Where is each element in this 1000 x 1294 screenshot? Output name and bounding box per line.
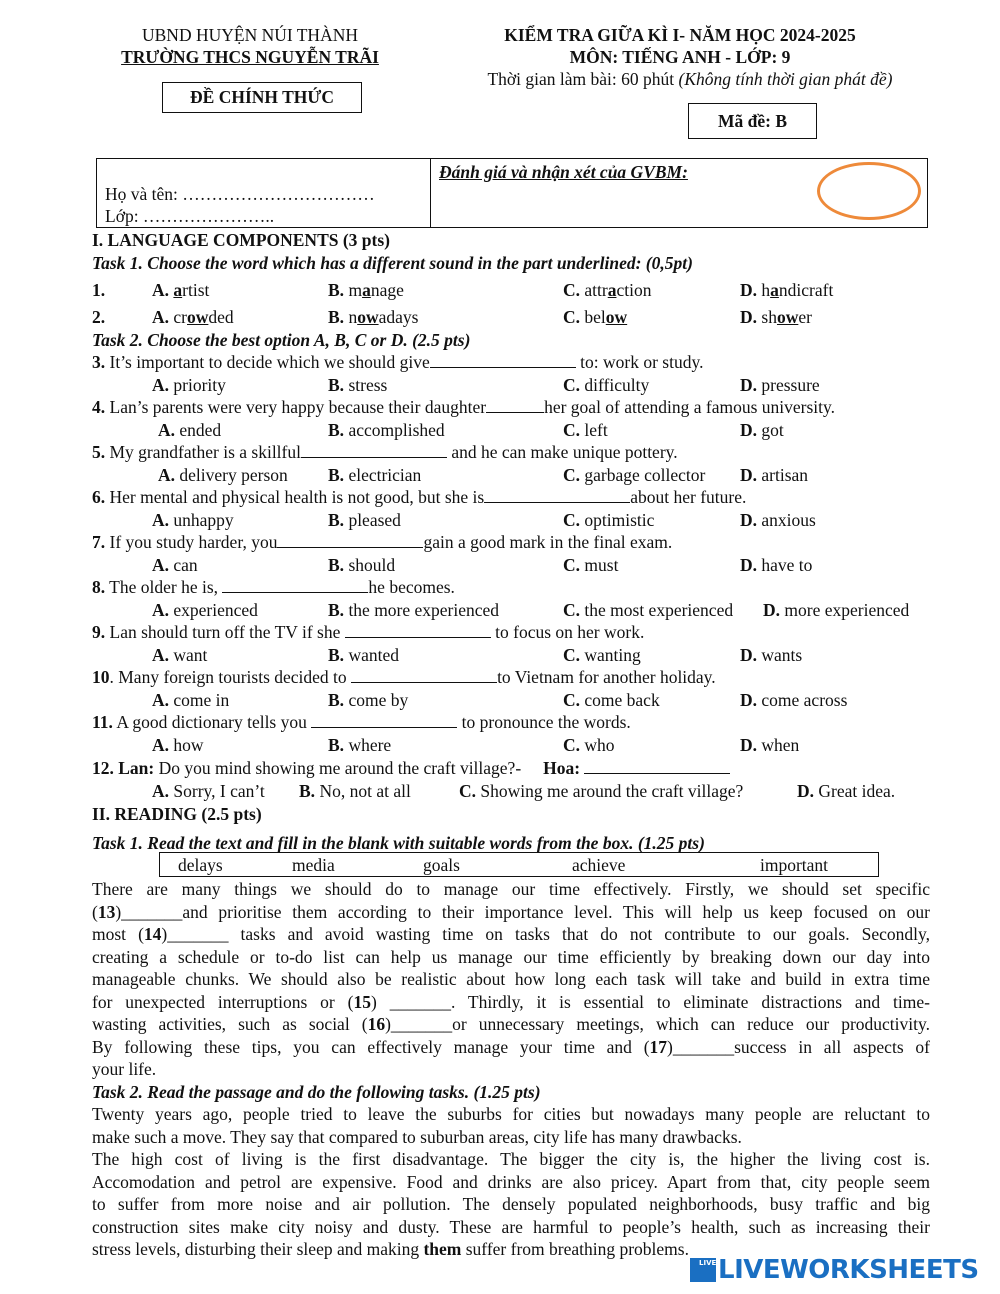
question-text: If you study harder, you	[105, 532, 278, 552]
option-letter: A.	[152, 644, 170, 665]
option-letter: D.	[740, 554, 758, 575]
option-letter: D.	[740, 464, 758, 485]
option-a[interactable]	[152, 509, 234, 531]
option-text: delivery person	[179, 464, 288, 485]
passage-line: make such a move. They say that compared to suburban areas, city life has many drawbacks.	[92, 1126, 742, 1147]
option-c[interactable]	[563, 554, 618, 576]
question-text: to: work or study.	[575, 352, 704, 372]
student-class-field[interactable]: Lớp: …………………..	[105, 206, 275, 226]
logo-badge-text: LIVE	[699, 1259, 717, 1267]
option-b[interactable]	[328, 644, 399, 666]
option-b[interactable]	[328, 374, 387, 396]
option-text: come in	[173, 689, 230, 710]
option-letter: B.	[299, 780, 316, 801]
word-box-item: media	[292, 855, 335, 875]
option-text: where	[348, 734, 392, 755]
passage-line: to suffer from more noise and air pollution. The densely populated neighborhoods, busy traffic and big	[92, 1194, 930, 1214]
option-b[interactable]	[328, 509, 401, 531]
option-text: ended	[179, 419, 222, 440]
option-b[interactable]	[328, 554, 395, 576]
section2-task1: Task 1. Read the text and fill in the blank with suitable words from the box. (1.25 pts)	[92, 833, 705, 853]
word-box-item: important	[760, 855, 829, 875]
question-text: The older he is,	[105, 577, 223, 597]
option-b[interactable]	[328, 734, 391, 756]
question-number: 5.	[92, 442, 106, 462]
option-letter: B.	[328, 734, 345, 755]
option-text: come across	[761, 689, 848, 710]
passage-text: most (	[92, 924, 144, 944]
option-a[interactable]	[152, 780, 265, 802]
question-stem	[92, 666, 716, 688]
school-district: UBND HUYỆN NÚI THÀNH	[142, 25, 358, 45]
underlined-sound: ow	[776, 307, 799, 327]
reading-passage-2	[92, 1103, 930, 1261]
option-letter: D.	[740, 509, 758, 530]
answer-blank[interactable]	[484, 487, 630, 503]
passage-line: manageable chunks. We should also be realistic about how long each task will take and build in extra time	[92, 969, 930, 989]
option-letter: C.	[563, 509, 581, 530]
option-letter: A.	[158, 419, 176, 440]
option-letter: D.	[740, 419, 758, 440]
option-letter: B.	[328, 509, 345, 530]
option-text: got	[761, 419, 784, 440]
option-text: must	[584, 554, 619, 575]
option-letter: D.	[740, 734, 758, 755]
option-letter: A.	[152, 780, 170, 801]
passage-line	[92, 923, 930, 946]
school-name-text: TRƯỜNG THCS NGUYỄN TRÃI	[121, 47, 379, 67]
option-pre: h	[757, 280, 771, 300]
answer-blank[interactable]	[311, 712, 457, 728]
question-number: 10	[92, 667, 110, 687]
passage-text: )_______and prioritise them according to their importance level. This will help us keep focused on our	[115, 901, 930, 922]
option-text: when	[761, 734, 800, 755]
answer-blank[interactable]	[222, 577, 368, 593]
passage-text: )_______success in all aspects of	[667, 1036, 930, 1057]
option-text: unhappy	[173, 509, 234, 530]
question-text: about her future.	[630, 487, 747, 507]
option-d[interactable]	[797, 780, 895, 802]
option-a[interactable]	[152, 374, 226, 396]
answer-blank[interactable]	[430, 352, 576, 368]
option-c[interactable]	[563, 419, 608, 441]
exam-code: Mã đề: B	[688, 103, 817, 139]
question-text: to focus on her work.	[490, 622, 645, 642]
answer-blank[interactable]	[345, 622, 491, 638]
option-letter: C.	[563, 734, 581, 755]
option-text: how	[173, 734, 204, 755]
option-d[interactable]	[740, 644, 802, 666]
option-text: priority	[173, 374, 226, 395]
option-c[interactable]	[563, 509, 654, 531]
question-number: 8.	[92, 577, 106, 597]
option-text: accomplished	[348, 419, 445, 440]
option-c[interactable]	[563, 734, 615, 756]
option-text: should	[348, 554, 396, 575]
passage-line	[92, 901, 930, 924]
option-pre: m	[344, 280, 363, 300]
option-a[interactable]	[152, 644, 207, 666]
option-letter: D.	[763, 599, 781, 620]
question-number: 2.	[92, 307, 106, 327]
question-text: to pronounce the words.	[457, 712, 631, 732]
blank-number[interactable]: 17	[649, 1036, 668, 1057]
section1-task1: Task 1. Choose the word which has a different sound in the part underlined: (0,5pt)	[92, 253, 693, 273]
option-d[interactable]	[740, 689, 847, 711]
option-d[interactable]	[740, 419, 784, 441]
question-text: to Vietnam for another holiday.	[497, 667, 716, 687]
question-stem	[92, 576, 455, 598]
speaker-lan: Lan:	[113, 758, 155, 778]
option-c[interactable]	[563, 464, 705, 486]
option-d[interactable]	[740, 306, 812, 328]
underlined-sound: ow	[605, 307, 628, 327]
option-text: Great idea.	[818, 780, 896, 801]
option-text: left	[584, 419, 608, 440]
option-letter: A.	[152, 734, 170, 755]
question-number: 1.	[92, 280, 106, 300]
speaker-hoa: Hoa:	[543, 758, 585, 778]
question-text: gain a good mark in the final exam.	[423, 532, 673, 552]
option-a[interactable]	[152, 279, 209, 301]
option-letter: B.	[328, 419, 345, 440]
underlined-sound: ow	[187, 307, 209, 327]
question-text: Do you mind showing me around the craft village?-	[154, 758, 522, 778]
section1-title: I. LANGUAGE COMPONENTS (3 pts)	[92, 230, 391, 250]
option-pre: bel	[580, 307, 606, 327]
option-d[interactable]	[763, 599, 909, 621]
option-letter: A.	[152, 554, 170, 575]
question-text: and he can make unique pottery.	[446, 442, 678, 462]
option-letter: D.	[740, 307, 758, 327]
option-c[interactable]	[563, 599, 733, 621]
passage-text: (	[92, 901, 98, 922]
option-letter: C.	[563, 307, 581, 327]
option-letter: B.	[328, 644, 345, 665]
question-text: her goal of attending a famous university.	[544, 397, 836, 417]
option-d[interactable]	[740, 279, 833, 301]
question-text: My grandfather is a skillful	[105, 442, 301, 462]
option-pre: cr	[169, 307, 187, 327]
passage-line: construction sites make city noisy and dusty. These are harmful to people’s health, such as increasing their	[92, 1216, 930, 1237]
option-text: difficulty	[584, 374, 650, 395]
option-text: want	[173, 644, 208, 665]
option-text: anxious	[761, 509, 816, 530]
question-stem	[92, 396, 835, 418]
option-letter: C.	[563, 374, 581, 395]
answer-blank[interactable]	[584, 758, 730, 774]
option-text: garbage collector	[584, 464, 706, 485]
passage-text: By following these tips, you can effectively manage your time and (	[92, 1036, 650, 1057]
option-letter: A.	[152, 509, 170, 530]
option-text: Sorry, I can’t	[173, 780, 265, 801]
option-post: adays	[378, 307, 419, 327]
teacher-comment-label: Đánh giá và nhận xét của GVBM:	[439, 162, 688, 182]
option-text: experienced	[173, 599, 258, 620]
word-box-item: goals	[423, 855, 460, 875]
option-a[interactable]	[158, 464, 288, 486]
option-d[interactable]	[740, 734, 799, 756]
option-letter: D.	[740, 280, 758, 300]
option-letter: D.	[797, 780, 815, 801]
option-letter: C.	[563, 554, 581, 575]
option-letter: A.	[152, 599, 170, 620]
option-text: pleased	[348, 509, 401, 530]
option-text: the more experienced	[348, 599, 500, 620]
option-letter: D.	[740, 689, 758, 710]
option-text: No, not at all	[319, 780, 411, 801]
option-letter: C.	[563, 689, 581, 710]
question-number: 11.	[92, 712, 113, 732]
option-c[interactable]	[563, 279, 651, 301]
option-d[interactable]	[740, 554, 812, 576]
exam-time-text: Thời gian làm bài: 60 phút	[487, 69, 679, 89]
option-text: come by	[348, 689, 409, 710]
passage-line	[92, 1013, 930, 1036]
option-letter: D.	[740, 374, 758, 395]
question-stem	[92, 711, 631, 733]
option-letter: A.	[152, 689, 170, 710]
section2-task2: Task 2. Read the passage and do the following tasks. (1.25 pts)	[92, 1082, 541, 1102]
passage-text: ) _______. Thirdly, it is essential to eliminate distractions and time-	[370, 991, 930, 1012]
passage-line	[92, 1036, 930, 1059]
section1-task2: Task 2. Choose the best option A, B, C or D. (2.5 pts)	[92, 330, 471, 350]
blank-number[interactable]: 13	[97, 901, 116, 922]
option-b[interactable]	[328, 599, 499, 621]
option-letter: B.	[328, 599, 345, 620]
passage-text: )_______or unnecessary meetings, which can reduce our productivity.	[385, 1014, 930, 1034]
passage-text: )_______ tasks and avoid wasting time on tasks that do not contribute to our goals. Secondly,	[161, 924, 930, 944]
option-text: more experienced	[784, 599, 910, 620]
question-stem	[92, 531, 672, 553]
option-a[interactable]	[158, 419, 221, 441]
logo-text: LIVEWORKSHEETS	[718, 1255, 979, 1285]
exam-time	[440, 68, 940, 90]
option-text: wanting	[584, 644, 641, 665]
option-b[interactable]	[328, 306, 418, 328]
option-a[interactable]	[152, 689, 229, 711]
option-pre: n	[344, 307, 358, 327]
student-name-field[interactable]: Họ và tên: ……………………………	[105, 184, 375, 204]
option-letter: A.	[158, 464, 176, 485]
question-text: It’s important to decide which we should give	[105, 352, 430, 372]
option-c[interactable]	[563, 374, 649, 396]
option-pre: attr	[580, 280, 608, 300]
question-number: 4.	[92, 397, 106, 417]
option-a[interactable]	[152, 306, 234, 328]
passage-text: stress levels, disturbing their sleep and making	[92, 1239, 424, 1259]
question-stem	[92, 351, 703, 373]
option-post: nage	[370, 280, 404, 300]
question-text: he becomes.	[368, 577, 455, 597]
passage-line: Accomodation and petrol are expensive. Food and drinks are also pricey. Apart from that, city people seem	[92, 1171, 930, 1192]
option-d[interactable]	[740, 374, 820, 396]
option-letter: B.	[328, 307, 345, 327]
option-a[interactable]	[152, 734, 204, 756]
underlined-sound: ow	[357, 307, 379, 327]
passage-line: creating a schedule or to-do list can help us manage our time efficiently by breaking down our day into	[92, 946, 930, 967]
option-text: artisan	[761, 464, 809, 485]
question-stem	[92, 486, 746, 508]
question-stem	[92, 441, 678, 463]
bold-word: them	[423, 1239, 462, 1259]
option-post: ded	[208, 307, 234, 327]
option-b[interactable]	[328, 689, 408, 711]
question-text: . Many foreign tourists decided to	[109, 667, 352, 687]
answer-blank[interactable]	[351, 667, 497, 683]
question-text: Lan’s parents were very happy because their daughter	[105, 397, 487, 417]
option-letter: C.	[563, 419, 581, 440]
option-text: pressure	[761, 374, 820, 395]
option-letter: B.	[328, 464, 345, 485]
option-c[interactable]	[563, 644, 641, 666]
option-letter: A.	[152, 374, 170, 395]
reading-passage-1	[92, 878, 930, 1081]
exam-title: KIỂM TRA GIỮA KÌ I- NĂM HỌC 2024-2025	[504, 25, 856, 45]
question-number: 6.	[92, 487, 106, 507]
question-number: 7.	[92, 532, 106, 552]
option-letter: B.	[328, 554, 345, 575]
option-letter: C.	[563, 280, 581, 300]
option-c[interactable]	[459, 780, 743, 802]
passage-line: your life.	[92, 1059, 157, 1079]
passage-text: wasting activities, such as social (	[92, 1014, 368, 1034]
option-text: wanted	[348, 644, 399, 665]
exam-subject: MÔN: TIẾNG ANH - LỚP: 9	[569, 47, 791, 67]
option-text: the most experienced	[584, 599, 734, 620]
option-text: who	[584, 734, 615, 755]
answer-blank[interactable]	[486, 397, 544, 413]
question-stem	[92, 621, 644, 643]
question-stem	[92, 757, 730, 779]
section2-title: II. READING (2.5 pts)	[92, 804, 262, 824]
answer-blank[interactable]	[301, 442, 447, 458]
option-pre: sh	[757, 307, 777, 327]
underlined-sound: a	[770, 280, 779, 300]
option-post: rtist	[182, 280, 210, 300]
option-letter: B.	[328, 374, 345, 395]
option-b[interactable]	[328, 279, 404, 301]
option-a[interactable]	[152, 599, 258, 621]
underlined-sound: a	[362, 280, 371, 300]
option-letter: C.	[563, 644, 581, 665]
option-letter: A.	[152, 307, 170, 327]
option-post: ndicraft	[778, 280, 834, 300]
option-a[interactable]	[152, 554, 198, 576]
option-d[interactable]	[740, 464, 808, 486]
option-letter: C.	[563, 599, 581, 620]
option-b[interactable]	[328, 464, 421, 486]
option-text: Showing me around the craft village?	[480, 780, 744, 801]
option-letter: B.	[328, 689, 345, 710]
underlined-sound: a	[173, 280, 183, 300]
passage-text: for unexpected interruptions or (	[92, 991, 354, 1012]
underlined-sound: a	[607, 280, 617, 300]
word-box-item: achieve	[572, 855, 626, 875]
option-text: electrician	[348, 464, 422, 485]
question-number: 9.	[92, 622, 106, 642]
option-d[interactable]	[740, 509, 816, 531]
question-number: 12.	[92, 758, 114, 778]
blank-number[interactable]: 15	[353, 991, 371, 1012]
blank-number[interactable]: 16	[367, 1014, 386, 1034]
passage-line	[92, 991, 930, 1014]
option-text: stress	[348, 374, 388, 395]
question-number: 3.	[92, 352, 106, 372]
passage-text: suffer from breathing problems.	[461, 1239, 689, 1259]
option-post: ction	[616, 280, 652, 300]
logo-badge	[690, 1258, 716, 1282]
question-text: A good dictionary tells you	[112, 712, 312, 732]
score-circle	[817, 162, 921, 220]
passage-line: Twenty years ago, people tried to leave the suburbs for cities but nowadays many people are reluctant to	[92, 1104, 930, 1124]
table-divider	[430, 159, 431, 227]
option-letter: A.	[152, 280, 170, 300]
school-name	[90, 46, 410, 68]
question-text: Lan should turn off the TV if she	[105, 622, 345, 642]
option-text: come back	[584, 689, 660, 710]
option-letter: D.	[740, 644, 758, 665]
passage-line: The high cost of living is the first disadvantage. The bigger the city is, the higher the living cost is.	[92, 1149, 930, 1169]
answer-blank[interactable]	[277, 532, 423, 548]
option-post: er	[798, 307, 812, 327]
option-letter: B.	[328, 280, 345, 300]
exam-time-note: (Không tính thời gian phát đề)	[678, 69, 893, 89]
blank-number[interactable]: 14	[143, 924, 162, 944]
student-info-table	[96, 158, 928, 228]
option-text: wants	[761, 644, 803, 665]
passage-line: There are many things we should do to manage our time effectively. Firstly, we should set specific	[92, 879, 930, 899]
option-letter: C.	[459, 780, 477, 801]
option-b[interactable]	[328, 419, 445, 441]
option-b[interactable]	[299, 780, 411, 802]
option-text: can	[173, 554, 198, 575]
option-c[interactable]	[563, 306, 627, 328]
official-label: ĐỀ CHÍNH THỨC	[162, 82, 362, 113]
option-c[interactable]	[563, 689, 660, 711]
option-text: have to	[761, 554, 813, 575]
word-box-item: delays	[178, 855, 223, 875]
option-letter: C.	[563, 464, 581, 485]
question-text: Her mental and physical health is not good, but she is	[105, 487, 485, 507]
option-text: optimistic	[584, 509, 655, 530]
word-box	[159, 852, 879, 877]
